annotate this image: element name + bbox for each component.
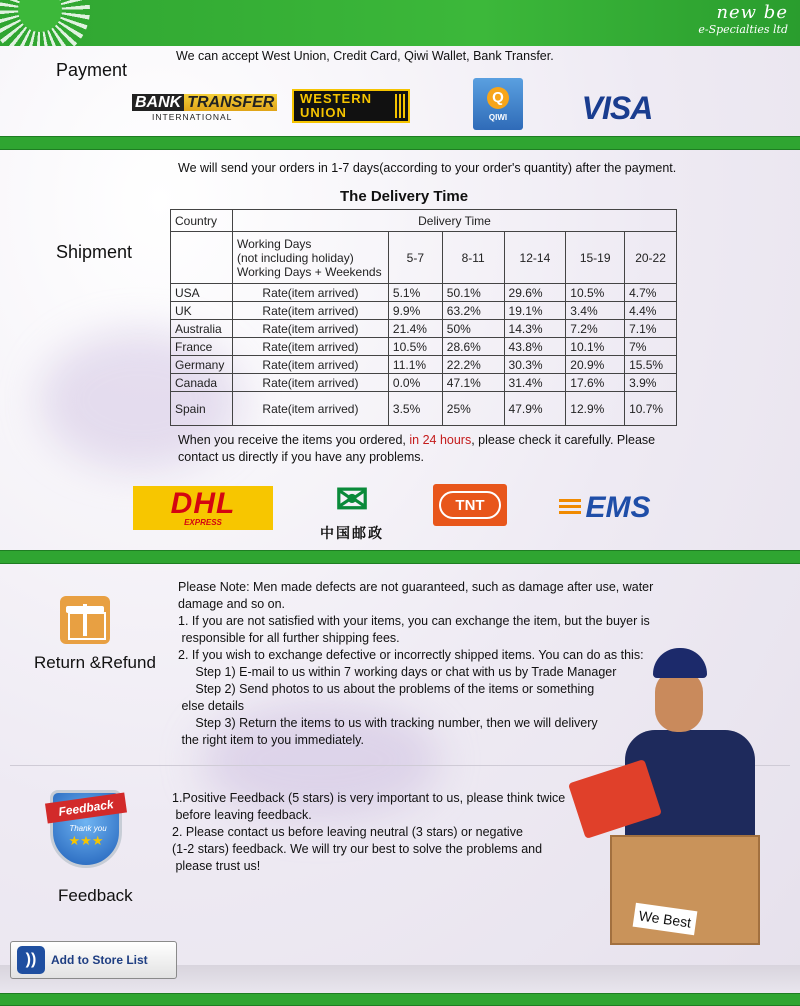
return-line: Step 3) Return the items to us with tracking number, then we will delivery bbox=[178, 716, 598, 730]
value-cell: 63.2% bbox=[442, 302, 504, 320]
feedback-line: 1.Positive Feedback (5 stars) is very important to us, please think twice bbox=[172, 791, 566, 805]
country-cell: Australia bbox=[171, 320, 233, 338]
qiwi-label: QIWI bbox=[488, 112, 508, 122]
value-cell: 21.4% bbox=[388, 320, 442, 338]
inspection-note-line2: contact us directly if you have any problems. bbox=[178, 450, 424, 464]
value-cell: 10.5% bbox=[566, 284, 625, 302]
range-header: 5-7 bbox=[388, 232, 442, 284]
payment-heading: Payment bbox=[56, 60, 128, 80]
man-face bbox=[655, 670, 703, 732]
value-cell: 3.5% bbox=[388, 392, 442, 426]
value-cell: 28.6% bbox=[442, 338, 504, 356]
inspection-note-text: , please check it carefully. Please bbox=[471, 433, 656, 447]
transfer-label: TRANSFER bbox=[184, 94, 277, 111]
value-cell: 19.1% bbox=[504, 302, 566, 320]
inspection-note-text: When you receive the items you ordered, bbox=[178, 433, 410, 447]
shipment-heading: Shipment bbox=[56, 242, 133, 262]
value-cell: 17.6% bbox=[566, 374, 625, 392]
brand-tagline: e-Specialties ltd bbox=[698, 23, 788, 36]
tnt-label: TNT bbox=[439, 491, 501, 519]
rate-label-cell: Rate(item arrived) bbox=[232, 374, 388, 392]
value-cell: 7% bbox=[625, 338, 677, 356]
ems-label: EMS bbox=[585, 491, 651, 524]
man-cap bbox=[653, 648, 707, 678]
payment-text: We can accept West Union, Credit Card, Qiwi Wallet, Bank Transfer. bbox=[176, 49, 554, 63]
add-to-store-list-label: Add to Store List bbox=[51, 953, 148, 967]
return-line: 2. If you wish to exchange defective or incorrectly shipped items. You can do as this: bbox=[178, 648, 644, 662]
feedback-line: please trust us! bbox=[172, 859, 261, 873]
section-divider-bar bbox=[0, 550, 800, 564]
dhl-logo bbox=[133, 486, 273, 530]
qiwi-logo bbox=[473, 78, 523, 130]
qiwi-q-icon: Q bbox=[487, 87, 509, 109]
value-cell: 3.4% bbox=[566, 302, 625, 320]
value-cell: 15.5% bbox=[625, 356, 677, 374]
bottom-green-bar bbox=[0, 993, 800, 1006]
return-refund-heading: Return &Refund bbox=[34, 653, 156, 672]
value-cell: 31.4% bbox=[504, 374, 566, 392]
shipment-intro: We will send your orders in 1-7 days(according to your order's quantity) after the payment. bbox=[178, 161, 677, 175]
rate-label-cell: Rate(item arrived) bbox=[232, 302, 388, 320]
return-line: Step 2) Send photos to us about the problems of the items or something bbox=[178, 682, 595, 696]
rate-label-cell: Rate(item arrived) bbox=[232, 392, 388, 426]
top-banner bbox=[0, 0, 800, 46]
country-cell: UK bbox=[171, 302, 233, 320]
china-post-icon: ✉ bbox=[335, 478, 369, 522]
working-days-cell bbox=[232, 232, 388, 284]
value-cell: 47.1% bbox=[442, 374, 504, 392]
western-label: WESTERN bbox=[300, 91, 372, 106]
bank-transfer-logo bbox=[132, 92, 275, 124]
feedback-line: before leaving feedback. bbox=[172, 808, 312, 822]
brand-name: new be bbox=[716, 2, 788, 23]
return-line: else details bbox=[178, 699, 245, 713]
working-days-line: (not including holiday) bbox=[236, 250, 354, 265]
range-header: 15-19 bbox=[566, 232, 625, 284]
wu-bars-icon bbox=[395, 94, 405, 118]
value-cell: 10.1% bbox=[566, 338, 625, 356]
return-line: Step 1) E-mail to us within 7 working days or chat with us by Trade Manager bbox=[178, 665, 617, 679]
value-cell: 43.8% bbox=[504, 338, 566, 356]
table-cell bbox=[171, 232, 233, 284]
table-row bbox=[171, 356, 677, 374]
bank-label: BANK bbox=[132, 94, 184, 111]
table-row bbox=[171, 392, 677, 426]
return-line: Please Note: Men made defects are not guaranteed, such as damage after use, water bbox=[178, 580, 654, 594]
return-line: damage and so on. bbox=[178, 597, 286, 611]
country-cell: Canada bbox=[171, 374, 233, 392]
country-cell: Spain bbox=[171, 392, 233, 426]
value-cell: 20.9% bbox=[566, 356, 625, 374]
package-box bbox=[610, 835, 760, 945]
value-cell: 50% bbox=[442, 320, 504, 338]
value-cell: 25% bbox=[442, 392, 504, 426]
ems-wing-icon bbox=[559, 499, 581, 517]
section-divider-bar bbox=[0, 136, 800, 150]
table-row bbox=[171, 302, 677, 320]
column-header-country: Country bbox=[171, 210, 233, 232]
rate-label-cell: Rate(item arrived) bbox=[232, 320, 388, 338]
delivery-man-illustration bbox=[565, 630, 785, 970]
rss-icon: )) bbox=[17, 946, 45, 974]
dhl-express-label: EXPRESS bbox=[184, 517, 222, 527]
union-label: UNION bbox=[300, 105, 347, 120]
inspection-note-highlight: in 24 hours bbox=[409, 433, 472, 447]
value-cell: 29.6% bbox=[504, 284, 566, 302]
return-line: the right item to you immediately. bbox=[178, 733, 364, 747]
feedback-line: 2. Please contact us before leaving neutral (3 stars) or negative bbox=[172, 825, 523, 839]
china-post-logo bbox=[312, 474, 392, 546]
feedback-badge-ribbon: Feedback bbox=[45, 793, 127, 824]
international-label: INTERNATIONAL bbox=[152, 112, 233, 122]
feedback-badge-subtitle: Thank you bbox=[69, 824, 107, 833]
box-label: We Best bbox=[633, 903, 698, 935]
gift-lid bbox=[66, 606, 104, 613]
value-cell: 3.9% bbox=[625, 374, 677, 392]
delivery-time-table bbox=[170, 209, 677, 426]
value-cell: 10.5% bbox=[388, 338, 442, 356]
rate-label-cell: Rate(item arrived) bbox=[232, 284, 388, 302]
table-row bbox=[171, 374, 677, 392]
value-cell: 0.0% bbox=[388, 374, 442, 392]
column-header-delivery-time: Delivery Time bbox=[232, 210, 676, 232]
range-header: 12-14 bbox=[504, 232, 566, 284]
return-line: 1. If you are not satisfied with your items, you can exchange the item, but the buyer is bbox=[178, 614, 650, 628]
add-to-store-list-button[interactable] bbox=[10, 941, 177, 979]
value-cell: 22.2% bbox=[442, 356, 504, 374]
working-days-line: Working Days + Weekends bbox=[236, 264, 382, 279]
value-cell: 4.7% bbox=[625, 284, 677, 302]
china-post-label: 中国邮政 bbox=[320, 525, 384, 541]
dhl-label: DHL bbox=[170, 486, 236, 520]
value-cell: 9.9% bbox=[388, 302, 442, 320]
range-header: 8-11 bbox=[442, 232, 504, 284]
brand-logo bbox=[698, 4, 788, 35]
return-line: responsible for all further shipping fees. bbox=[178, 631, 400, 645]
delivery-table-title: The Delivery Time bbox=[340, 188, 469, 205]
visa-logo: VISA bbox=[581, 89, 653, 126]
value-cell: 7.2% bbox=[566, 320, 625, 338]
tnt-logo bbox=[433, 484, 507, 526]
feedback-heading: Feedback bbox=[58, 886, 133, 905]
western-union-logo bbox=[292, 89, 410, 123]
feedback-line: (1-2 stars) feedback. We will try our best to solve the problems and bbox=[172, 842, 543, 856]
table-row bbox=[171, 338, 677, 356]
country-cell: France bbox=[171, 338, 233, 356]
country-cell: Germany bbox=[171, 356, 233, 374]
ems-logo bbox=[555, 490, 655, 526]
value-cell: 5.1% bbox=[388, 284, 442, 302]
rate-label-cell: Rate(item arrived) bbox=[232, 338, 388, 356]
value-cell: 12.9% bbox=[566, 392, 625, 426]
value-cell: 7.1% bbox=[625, 320, 677, 338]
value-cell: 10.7% bbox=[625, 392, 677, 426]
value-cell: 50.1% bbox=[442, 284, 504, 302]
range-header: 20-22 bbox=[625, 232, 677, 284]
working-days-line: Working Days bbox=[236, 236, 312, 251]
stars-icon: ★★★ bbox=[68, 833, 104, 848]
table-row bbox=[171, 320, 677, 338]
table-row bbox=[171, 284, 677, 302]
value-cell: 47.9% bbox=[504, 392, 566, 426]
value-cell: 14.3% bbox=[504, 320, 566, 338]
value-cell: 30.3% bbox=[504, 356, 566, 374]
gift-icon bbox=[60, 596, 110, 644]
value-cell: 4.4% bbox=[625, 302, 677, 320]
value-cell: 11.1% bbox=[388, 356, 442, 374]
rate-label-cell: Rate(item arrived) bbox=[232, 356, 388, 374]
inspection-note bbox=[178, 432, 655, 449]
country-cell: USA bbox=[171, 284, 233, 302]
